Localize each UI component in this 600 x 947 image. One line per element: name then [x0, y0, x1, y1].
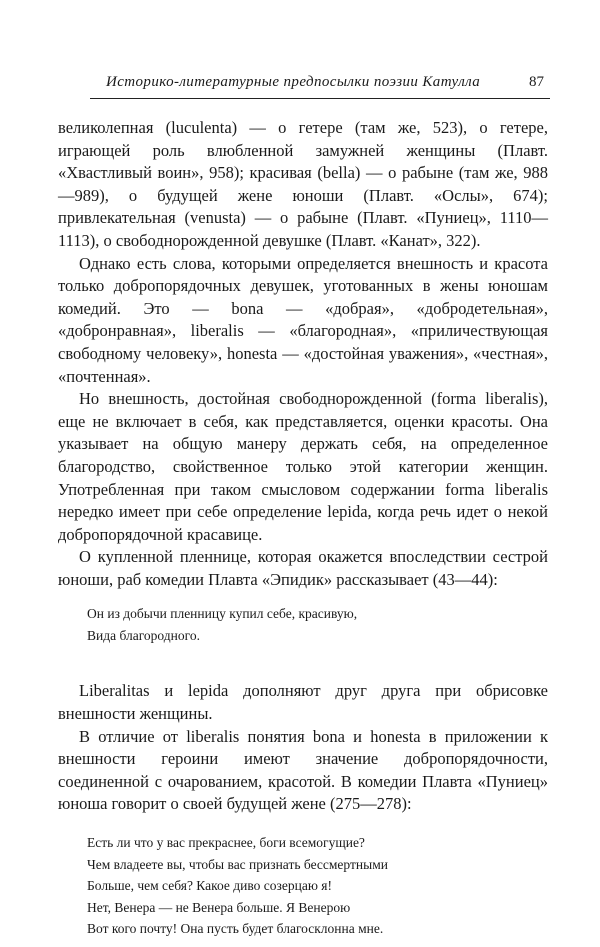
paragraph-4: О купленной пленнице, которая окажется впоследствии сестрой юноши, раб комедии Плавта «Эпидик» рассказывает (43—44):	[58, 547, 548, 589]
paragraph-1: великолепная (luculenta) — о гетере (там же, 523), о гетере, играющей роль влюбленной замужней женщины (Плавт. «Хвастливый воин», 958); красивая (bella) — о рабыне (там же, 988—989), о будущей жене юноши (Плавт. «Ослы», 674); привлекательная (venusta) — о рабыне (Плавт. «Пуниец», 1110—1113), о свободнорожденной девушке (Плавт. «Канат», 322).	[58, 118, 548, 250]
verse-line: Чем владеете вы, чтобы вас признать бессмертными	[87, 856, 388, 872]
paragraph-6: В отличие от liberalis понятия bona и honesta в приложении к внешности героини имеют значение добропорядочности, соединенной с очарованием, красотой. В комедии Плавта «Пуниец» юноша говорит о своей будущей жене (275—278):	[58, 726, 548, 814]
page-number: 87	[529, 74, 544, 90]
verse-line: Вот кого почту! Она пусть будет благосклонна мне.	[87, 921, 384, 937]
paragraph-2: Однако есть слова, которыми определяется внешность и красота только добропорядочных девушек, уготованных в жены юношам комедий. Это — bona — «добрая», «добродетельная», «добронравная», liberalis — «благородная», «приличествующая свободному человеку», honesta — «достойная уважения», «честная», «почтенная».	[58, 253, 548, 386]
paragraph-5: Liberalitas и lepida дополняют друг друга при обрисовке внешности женщины.	[58, 681, 548, 724]
running-title: Историко-литературные предпосылки поэзии Катулла	[106, 74, 481, 90]
body-text	[58, 117, 548, 940]
verse-line: Вида благородного.	[87, 627, 200, 643]
verse-line: Он из добычи пленницу купил себе, красивую,	[87, 606, 358, 622]
verse-line: Есть ли что у вас прекраснее, боги всемогущие?	[87, 835, 365, 851]
page-header	[90, 68, 550, 99]
paragraph-3: Но внешность, достойная свободнорожденной (forma liberalis), еще не включает в себя, как представляется, оценки красоты. Она указывает на общую манеру держать себя, на определенное благородство, свойственное только этой категории женщин. Употребленная при таком смысловом содержании forma liberalis нередко имеет при себе определение lepida, когда речь идет о некой добропорядочной красавице.	[58, 389, 548, 544]
verse-quote-poenulus	[58, 832, 548, 940]
verse-quote-epidicus	[58, 603, 548, 646]
verse-line: Больше, чем себя? Какое диво созерцаю я!	[87, 878, 332, 894]
verse-line: Нет, Венера — не Венера больше. Я Венерою	[87, 899, 351, 915]
